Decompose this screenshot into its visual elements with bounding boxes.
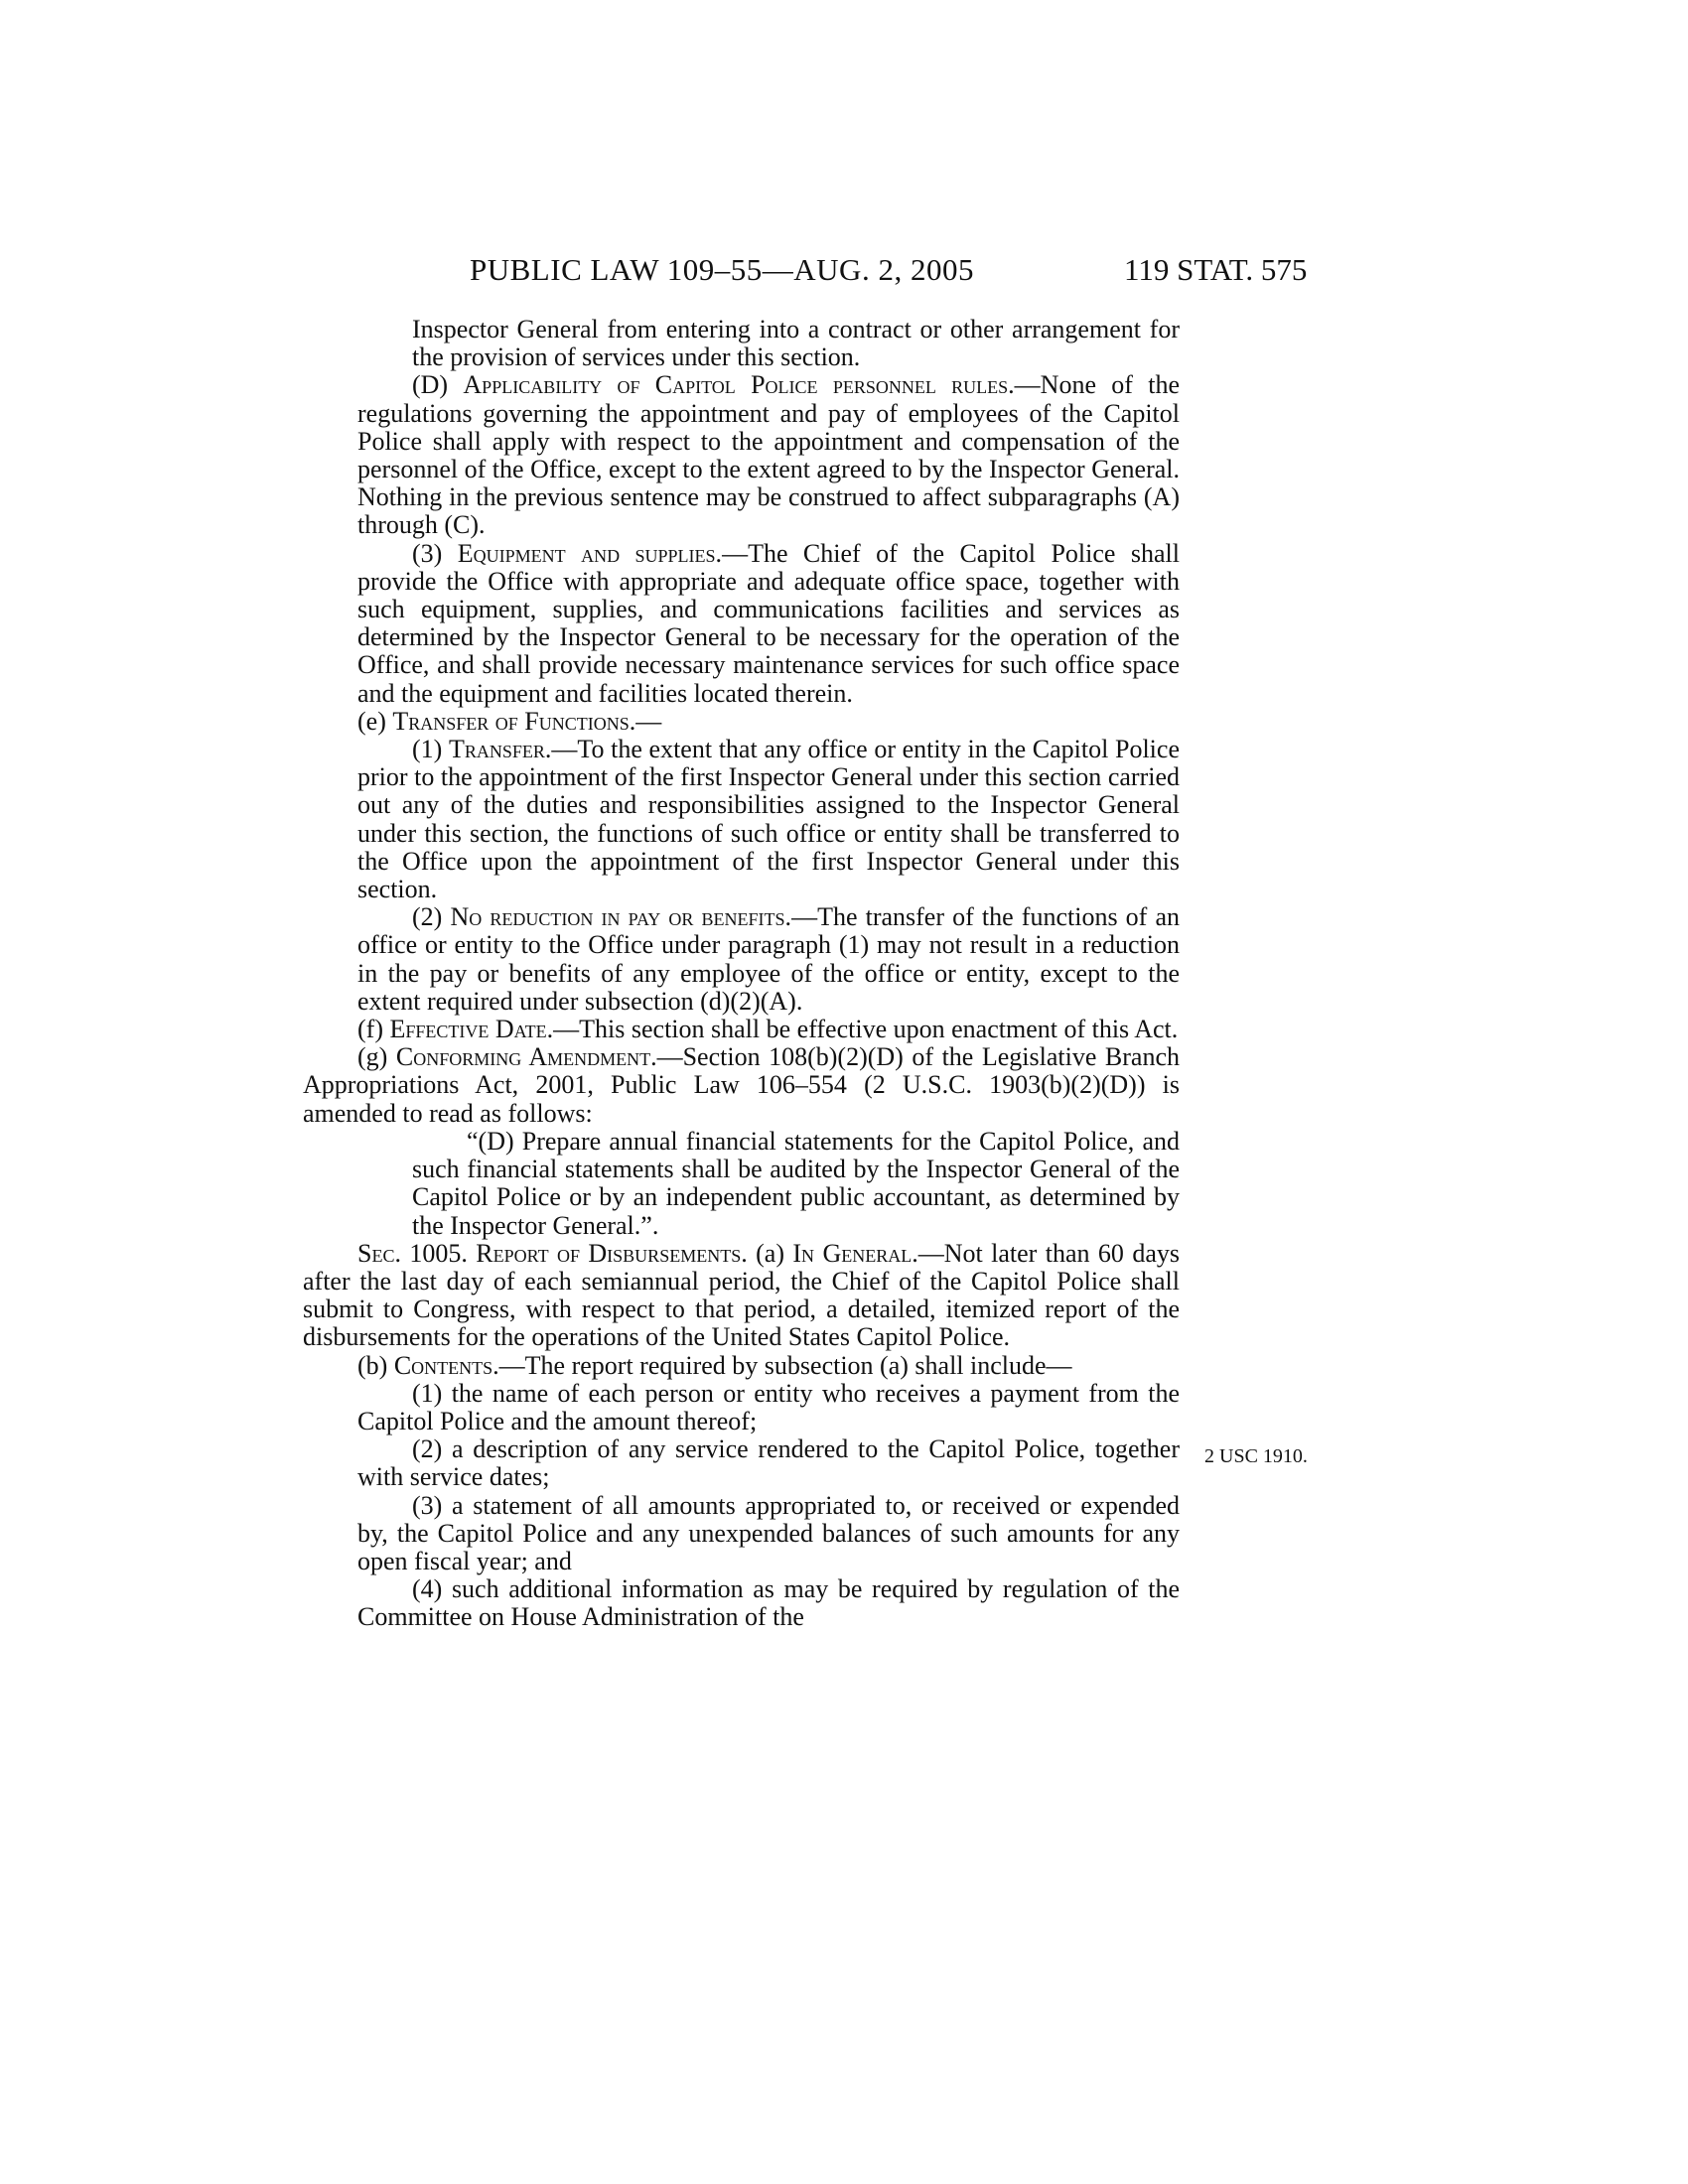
paragraph-text: — (635, 706, 662, 736)
paragraph-heading: Applicability of Capitol Police personnel rules. (463, 370, 1015, 400)
paragraph-number: (b) (357, 1350, 394, 1380)
paragraph-number: (f) (357, 1015, 390, 1044)
paragraph-number: (g) (357, 1042, 396, 1072)
paragraph-text: —None of the regulations governing the appointment and pay of employees of the Capitol Police shall apply with respect to the appointment and compensation of the personnel of the Office, except to the extent agreed to by the Inspector General. Nothing in the previous sentence may be construed to affect subparagraphs (A) through (C). (357, 370, 1181, 540)
paragraph-text: —Not later than 60 days after the last day of each semiannual period, the Chief of the Capitol Police shall submit to Congress, with respect to that period, a detailed, itemized report of the disbursements for the operations of the United States Capitol Police. (303, 1238, 1180, 1352)
paragraph-heading: Transfer. (448, 735, 552, 764)
paragraph-continuation: Inspector General from entering into a contract or other arrangement for the provision of services under this section. (412, 315, 1180, 372)
paragraph-number: (D) (412, 370, 464, 400)
paragraph-transfer-functions (303, 708, 1180, 736)
quoted-amendment-text: “(D) Prepare annual financial statements for the Capitol Police, and such financial statements shall be audited by the Inspector General of the Capitol Police or by an independent public accountant, as determined by the Inspector General.”. (412, 1126, 1180, 1240)
paragraph-number: (3) (412, 538, 458, 568)
paragraph-number: (2) (412, 902, 451, 932)
paragraph-number: (e) (357, 706, 393, 736)
paragraph-text: —This section shall be effective upon enactment of this Act. (553, 1015, 1179, 1044)
margin-citation: 2 USC 1910. (1204, 1445, 1308, 1467)
page-stat-number: 119 STAT. 575 (1124, 252, 1308, 287)
list-item: (4) such additional information as may be required by regulation of the Committee on House Administration of the (357, 1574, 1180, 1632)
running-header-title: PUBLIC LAW 109–55—AUG. 2, 2005 (470, 252, 974, 287)
paragraph-heading: Effective Date. (389, 1015, 554, 1044)
section-number: Sec. 1005. (357, 1238, 477, 1268)
subsection-heading: In General. (792, 1238, 918, 1268)
paragraph-heading: Equipment and supplies. (457, 538, 723, 568)
paragraph-text: —The Chief of the Capitol Police shall provide the Office with appropriate and adequate office space, together with such equipment, supplies, and communications facilities and services as determined by the Inspector General to be necessary for the operation of the Office, and shall provide necessary maintenance services for such office space and the equipment and facilities located therein. (357, 538, 1180, 708)
paragraph-number: (1) (412, 735, 449, 764)
paragraph-text: —Section 108(b)(2)(D) of the Legislative Branch Appropriations Act, 2001, Public Law 106–554 (2 U.S.C. 1903(b)(2)(D)) is amended to read as follows: (303, 1042, 1181, 1128)
list-item: (2) a description of any service rendered to the Capitol Police, together with service dates; (357, 1434, 1180, 1492)
section-heading: Report of Disbursements. (476, 1238, 748, 1268)
paragraph-text: —To the extent that any office or entity in the Capitol Police prior to the appointment of the first Inspector General under this section carried out any of the duties and responsibilities assigned to the Inspector General under this section, the functions of such office or entity shall be transferred to the Office upon the appointment of the first Inspector General under this section. (357, 735, 1180, 904)
subsection-number: (a) (747, 1238, 793, 1268)
paragraph-heading: Transfer of Functions. (392, 706, 636, 736)
paragraph-heading: No reduction in pay or benefits. (450, 902, 792, 932)
paragraph-text: —The transfer of the functions of an office or entity to the Office under paragraph (1) may not result in a reduction in the pay or benefits of any employee of the office or entity, except to the extent required under subsection (d)(2)(A). (357, 902, 1181, 1016)
paragraph-contents (303, 1352, 1180, 1380)
paragraph-heading: Conforming Amendment. (395, 1042, 657, 1072)
paragraph-subparagraph-d (303, 371, 1180, 539)
document-body (303, 316, 1180, 1632)
paragraph-equipment (303, 540, 1180, 708)
list-item: (3) a statement of all amounts appropriated to, or received or expended by, the Capitol Police and any unexpended balances of such amounts for any open fiscal year; and (357, 1490, 1180, 1575)
paragraph-heading: Contents. (393, 1350, 499, 1380)
paragraph-transfer (303, 736, 1180, 903)
paragraph-text: —The report required by subsection (a) shall include— (498, 1350, 1072, 1380)
list-item: (1) the name of each person or entity who receives a payment from the Capitol Police and the amount thereof; (357, 1378, 1180, 1435)
paragraph-effective-date (303, 1016, 1180, 1043)
paragraph-conforming-amendment (303, 1043, 1180, 1128)
section-1005 (303, 1240, 1180, 1352)
paragraph-no-reduction (303, 903, 1180, 1016)
